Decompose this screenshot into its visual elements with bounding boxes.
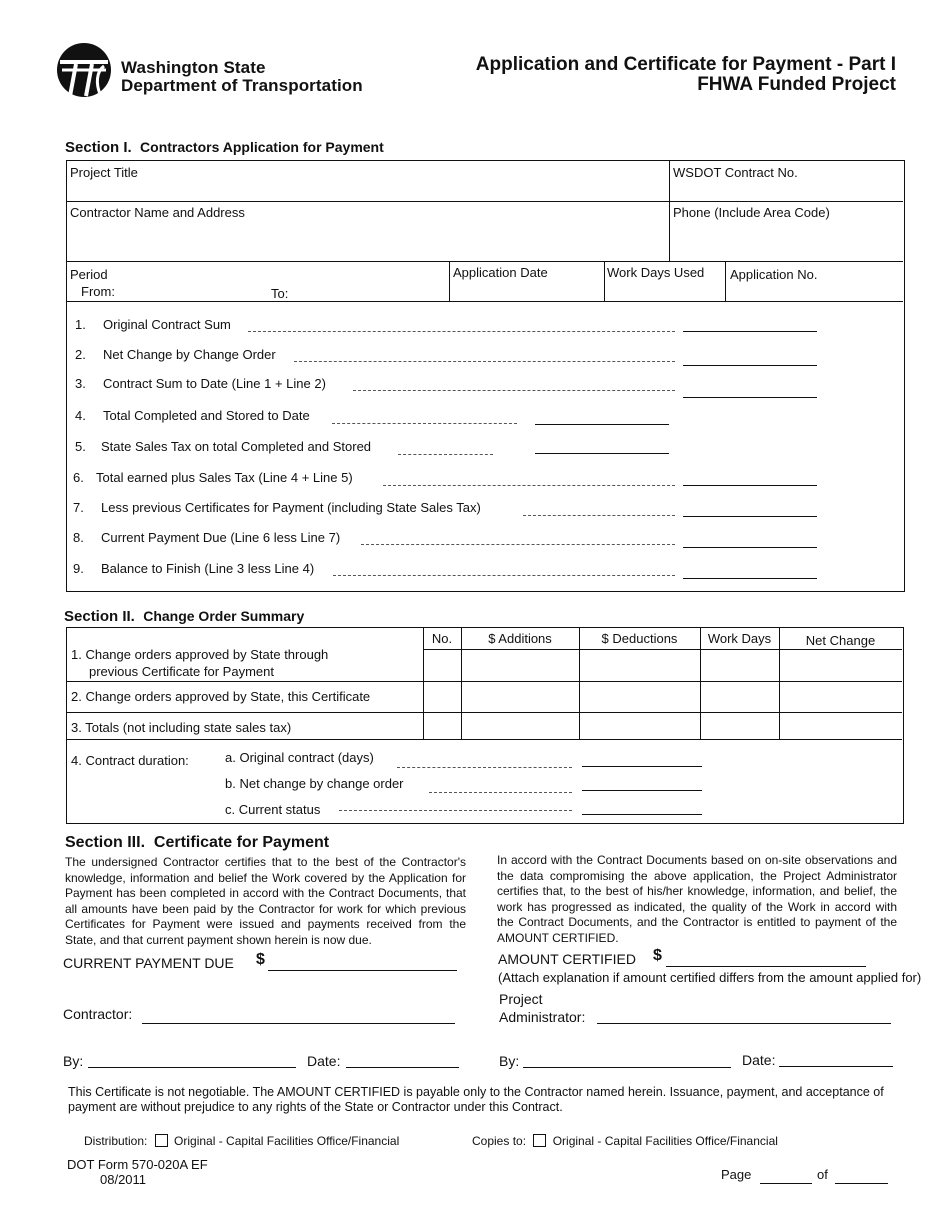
contractor-name-field[interactable]: Contractor Name and Address [70, 205, 245, 220]
wsdot-logo-icon [56, 42, 112, 98]
distribution-label: Distribution: [84, 1134, 148, 1148]
form-number: DOT Form 570-020A EF 08/2011 [67, 1157, 208, 1187]
page-number-field[interactable] [760, 1170, 812, 1184]
agency-line1: Washington State [121, 58, 266, 77]
dollar-sign-left: $ [256, 951, 265, 968]
contract-no-field[interactable]: WSDOT Contract No. [673, 165, 798, 180]
col-work-days: Work Days [707, 631, 772, 646]
administrator-signature-field[interactable] [597, 1010, 891, 1024]
duration-net-change-value[interactable] [582, 778, 702, 791]
section2-heading: Section II. Change Order Summary [64, 608, 305, 625]
distribution-checkbox[interactable] [155, 1134, 168, 1147]
agency-line2: Department of Transportation [121, 76, 363, 95]
line-1-amount[interactable] [683, 319, 817, 332]
contract-duration-label: 4. Contract duration: [71, 753, 189, 768]
project-title-field[interactable]: Project Title [70, 165, 138, 180]
duration-original-value[interactable] [582, 754, 702, 767]
line-2-amount[interactable] [683, 353, 817, 366]
duration-current-value[interactable] [582, 802, 702, 815]
administrator-by-field[interactable] [523, 1054, 731, 1068]
page-title [476, 55, 896, 95]
period-from-field[interactable]: From: [81, 284, 115, 299]
page-total-field[interactable] [835, 1170, 888, 1184]
change-row-1-label: 1. Change orders approved by State through previous Certificate for Payment [71, 647, 329, 679]
application-no-field[interactable]: Application No. [730, 267, 818, 282]
contractor-signature-field[interactable] [142, 1010, 455, 1024]
phone-field[interactable]: Phone (Include Area Code) [673, 205, 830, 220]
application-date-field[interactable]: Application Date [453, 265, 548, 280]
administrator-date-label: Date: [742, 1052, 776, 1068]
copies-checkbox[interactable] [533, 1134, 546, 1147]
copies-item: Original - Capital Facilities Office/Financial [552, 1134, 778, 1148]
contractor-certification-text: The undersigned Contractor certifies that to the best of the Contractor's knowledge, information and belief the Work covered by the Application for Payment has been completed in accord with the Contract Documents, that all amounts have been paid by the Contractor for work for which previous Certificates for Payment were issued and payments received from the State, and that current payment shown herein is now due. [65, 855, 466, 947]
section1-box: Project Title WSDOT Contract No. Contractor Name and Address Phone (Include Area Code) Period From: To: Application Date Work Days Used Application No. 1. Original Contract Sum 2. Net Change by Change Order 3. Contract Sum to Date (Line 1 + Line 2) 4. Total Completed and Stored to Date 5. State Sales Tax on total Completed and Stored 6. Total earned plus Sales Tax (Line 4 + Line 5) 7. Less previous Certificates for Payment (including State Sales Tax) 8. Current Payment Due (Line 6 less Line 7) 9. Balance to Finish (Line 3 less Line 4) [66, 160, 905, 592]
change-order-table: No. $ Additions $ Deductions Work Days Net Change 1. Change orders approved by State through previous Certificate for Payment 2. Change orders approved by State, this Certificate 3. Totals (not including state sales tax) 4. Contract duration: a. Original contract (days) b. Net change by change order c. Current status [66, 627, 904, 824]
section1-heading: Section I. Contractors Application for Payment [65, 139, 384, 156]
contractor-date-field[interactable] [346, 1054, 459, 1068]
amount-certified-field[interactable] [666, 953, 866, 967]
col-net-change: Net Change [805, 633, 876, 648]
dollar-sign-right: $ [653, 947, 662, 964]
col-deductions: $ Deductions [601, 631, 678, 646]
contractor-label: Contractor: [63, 1006, 133, 1022]
page-label: Page [721, 1167, 752, 1182]
wsdot-logo [56, 42, 112, 103]
title-line1: Application and Certificate for Payment - Part I [475, 54, 896, 75]
period-to-field[interactable]: To: [271, 286, 289, 301]
contractor-by-field[interactable] [88, 1054, 296, 1068]
change-row-3-label: 3. Totals (not including state sales tax) [71, 720, 292, 735]
administrator-by-label: By: [499, 1053, 520, 1069]
line-7-amount[interactable] [683, 504, 817, 517]
line-6-amount[interactable] [683, 473, 817, 486]
non-negotiable-notice: This Certificate is not negotiable. The AMOUNT CERTIFIED is payable only to the Contractor named herein. Issuance, payment, and acceptance of payment are without prejudice to any rights of the State or Contractor under this Contract. [68, 1085, 884, 1114]
project-administrator-label: Project Administrator: [499, 991, 586, 1025]
line-3-amount[interactable] [683, 385, 817, 398]
line-8-amount[interactable] [683, 535, 817, 548]
line-9-amount[interactable] [683, 566, 817, 579]
copies-row [472, 1134, 778, 1148]
distribution-item: Original - Capital Facilities Office/Financial [174, 1134, 400, 1148]
line-4-amount[interactable] [535, 412, 669, 425]
of-label: of [817, 1167, 828, 1182]
col-additions: $ Additions [488, 631, 552, 646]
distribution-row [84, 1134, 399, 1148]
section3-heading: Section III. Certificate for Payment [65, 834, 330, 851]
change-row-2-label: 2. Change orders approved by State, this Certificate [71, 689, 371, 704]
attach-note: (Attach explanation if amount certified differs from the amount applied for) [498, 970, 922, 985]
col-no: No. [431, 631, 453, 646]
work-days-used-field[interactable]: Work Days Used [607, 265, 705, 280]
current-payment-due-label: CURRENT PAYMENT DUE [63, 955, 234, 971]
administrator-certification-text: In accord with the Contract Documents based on on-site observations and the data compromising the above application, the Project Administrator certifies that, to the best of his/her knowledge, information, and belief, the work has progressed as indicated, the quality of the Work in accord with the Contract Documents, and the Contractor is entitled to payment of the AMOUNT CERTIFIED. [497, 853, 897, 945]
line-5-amount[interactable] [535, 441, 669, 454]
copies-to-label: Copies to: [472, 1134, 527, 1148]
agency-name [121, 59, 363, 95]
current-payment-due-field[interactable] [268, 957, 457, 971]
contractor-by-label: By: [63, 1053, 84, 1069]
contractor-date-label: Date: [307, 1053, 341, 1069]
amount-certified-label: AMOUNT CERTIFIED [498, 951, 636, 967]
period-label: Period [70, 267, 108, 282]
title-line2: FHWA Funded Project [697, 74, 896, 95]
administrator-date-field[interactable] [779, 1053, 893, 1067]
